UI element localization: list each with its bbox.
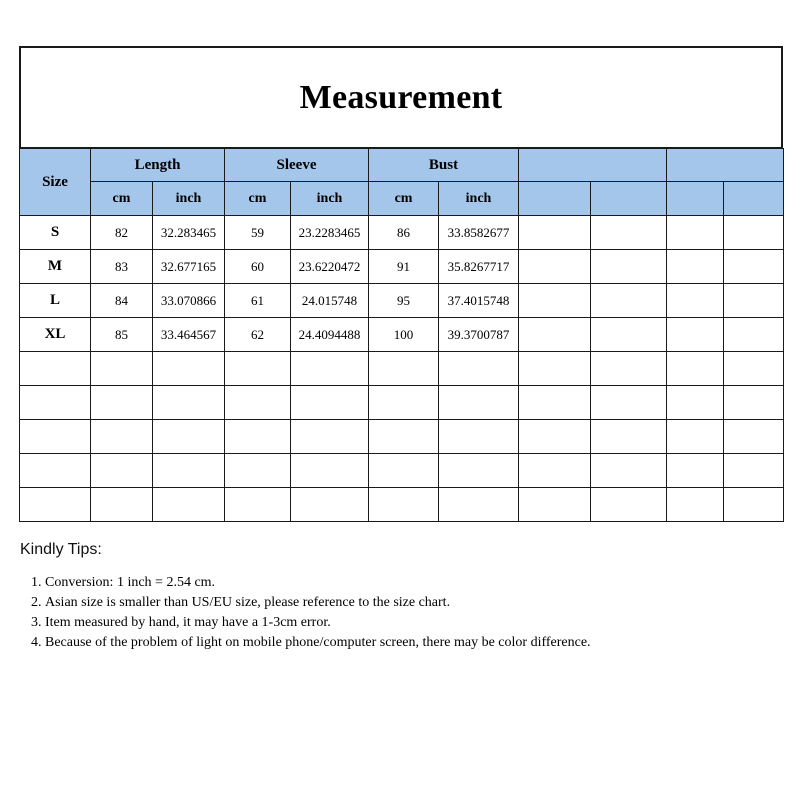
page-title: Measurement — [299, 78, 503, 116]
empty-cell — [591, 318, 667, 352]
empty-cell — [667, 318, 724, 352]
table-cell: 32.677165 — [153, 250, 225, 284]
table-row — [20, 318, 784, 352]
table-row — [20, 250, 784, 284]
empty-cell — [369, 488, 439, 522]
table-row — [20, 284, 784, 318]
unit-header: inch — [291, 182, 369, 216]
empty-cell — [667, 454, 724, 488]
empty-cell — [291, 454, 369, 488]
empty-cell — [667, 386, 724, 420]
empty-table-row — [20, 454, 784, 488]
size-cell: S — [20, 216, 91, 250]
empty-cell — [153, 420, 225, 454]
empty-cell — [20, 454, 91, 488]
tip-item: 3. Item measured by hand, it may have a 1-3cm error. — [45, 613, 620, 633]
empty-cell — [724, 216, 784, 250]
empty-cell — [591, 352, 667, 386]
empty-table-row — [20, 488, 784, 522]
empty-cell — [20, 420, 91, 454]
empty-cell — [439, 454, 519, 488]
empty-table-row — [20, 420, 784, 454]
kindly-tips — [20, 541, 620, 653]
table-cell: 61 — [225, 284, 291, 318]
size-column-header: Size — [20, 149, 91, 216]
table-cell: 60 — [225, 250, 291, 284]
empty-cell — [20, 386, 91, 420]
empty-cell — [519, 318, 591, 352]
unit-header: cm — [225, 182, 291, 216]
table-cell: 82 — [91, 216, 153, 250]
length-header: Length — [91, 149, 225, 182]
empty-cell — [724, 250, 784, 284]
empty-cell — [291, 488, 369, 522]
header-row-groups — [20, 149, 784, 182]
empty-cell — [369, 352, 439, 386]
table-cell: 33.464567 — [153, 318, 225, 352]
bust-header: Bust — [369, 149, 519, 182]
empty-cell — [519, 284, 591, 318]
empty-cell — [91, 454, 153, 488]
table-cell: 62 — [225, 318, 291, 352]
empty-cell — [519, 386, 591, 420]
empty-cell — [667, 352, 724, 386]
empty-cell — [439, 488, 519, 522]
size-table — [19, 148, 784, 522]
empty-cell — [91, 352, 153, 386]
table-cell: 39.3700787 — [439, 318, 519, 352]
empty-table-row — [20, 352, 784, 386]
empty-cell — [667, 420, 724, 454]
tips-list — [20, 573, 620, 653]
empty-cell — [724, 420, 784, 454]
empty-cell — [724, 284, 784, 318]
unit-header — [591, 182, 667, 216]
empty-cell — [591, 454, 667, 488]
empty-cell — [591, 386, 667, 420]
empty-cell — [91, 420, 153, 454]
unit-header — [724, 182, 784, 216]
empty-cell — [519, 216, 591, 250]
empty-cell — [225, 488, 291, 522]
tips-heading: Kindly Tips: — [20, 541, 102, 558]
empty-cell — [591, 284, 667, 318]
empty-cell — [667, 284, 724, 318]
size-cell: L — [20, 284, 91, 318]
empty-cell — [519, 420, 591, 454]
empty-cell — [519, 488, 591, 522]
empty-cell — [724, 488, 784, 522]
empty-cell — [153, 386, 225, 420]
empty-cell — [153, 352, 225, 386]
sleeve-header: Sleeve — [225, 149, 369, 182]
empty-cell — [591, 488, 667, 522]
unit-header: cm — [369, 182, 439, 216]
empty-cell — [20, 488, 91, 522]
empty-table-row — [20, 386, 784, 420]
unit-header: inch — [153, 182, 225, 216]
table-cell: 86 — [369, 216, 439, 250]
tip-item: 2. Asian size is smaller than US/EU size, please reference to the size chart. — [45, 593, 620, 613]
size-cell: M — [20, 250, 91, 284]
size-cell: XL — [20, 318, 91, 352]
table-cell: 23.2283465 — [291, 216, 369, 250]
empty-cell — [91, 488, 153, 522]
unit-header: inch — [439, 182, 519, 216]
empty-cell — [519, 250, 591, 284]
empty-cell — [20, 352, 91, 386]
empty-cell — [591, 420, 667, 454]
empty-group-header — [667, 149, 784, 182]
empty-group-header — [519, 149, 667, 182]
empty-cell — [439, 420, 519, 454]
empty-cell — [519, 352, 591, 386]
table-cell: 83 — [91, 250, 153, 284]
title-box — [19, 46, 783, 148]
empty-cell — [369, 454, 439, 488]
empty-cell — [153, 454, 225, 488]
size-chart — [19, 46, 783, 522]
empty-cell — [724, 318, 784, 352]
empty-cell — [724, 386, 784, 420]
table-cell: 95 — [369, 284, 439, 318]
table-cell: 23.6220472 — [291, 250, 369, 284]
empty-cell — [724, 352, 784, 386]
empty-cell — [439, 352, 519, 386]
empty-cell — [225, 386, 291, 420]
empty-cell — [153, 488, 225, 522]
tip-item: 1. Conversion: 1 inch = 2.54 cm. — [45, 573, 620, 593]
tip-item: 4. Because of the problem of light on mobile phone/computer screen, there may be color difference. — [45, 633, 620, 653]
table-cell: 33.070866 — [153, 284, 225, 318]
empty-cell — [591, 216, 667, 250]
empty-cell — [439, 386, 519, 420]
unit-header: cm — [91, 182, 153, 216]
unit-header — [519, 182, 591, 216]
table-row — [20, 216, 784, 250]
empty-cell — [519, 454, 591, 488]
empty-cell — [225, 420, 291, 454]
empty-cell — [369, 386, 439, 420]
empty-cell — [591, 250, 667, 284]
header-row-units — [20, 182, 784, 216]
table-cell: 100 — [369, 318, 439, 352]
table-cell: 33.8582677 — [439, 216, 519, 250]
empty-cell — [291, 420, 369, 454]
table-cell: 84 — [91, 284, 153, 318]
empty-cell — [667, 250, 724, 284]
unit-header — [667, 182, 724, 216]
table-cell: 85 — [91, 318, 153, 352]
table-cell: 59 — [225, 216, 291, 250]
empty-cell — [667, 216, 724, 250]
empty-cell — [225, 352, 291, 386]
table-cell: 32.283465 — [153, 216, 225, 250]
empty-cell — [369, 420, 439, 454]
empty-cell — [291, 352, 369, 386]
empty-cell — [291, 386, 369, 420]
empty-cell — [724, 454, 784, 488]
empty-cell — [225, 454, 291, 488]
table-cell: 24.4094488 — [291, 318, 369, 352]
table-cell: 91 — [369, 250, 439, 284]
empty-cell — [91, 386, 153, 420]
table-cell: 37.4015748 — [439, 284, 519, 318]
table-cell: 24.015748 — [291, 284, 369, 318]
table-cell: 35.8267717 — [439, 250, 519, 284]
empty-cell — [667, 488, 724, 522]
